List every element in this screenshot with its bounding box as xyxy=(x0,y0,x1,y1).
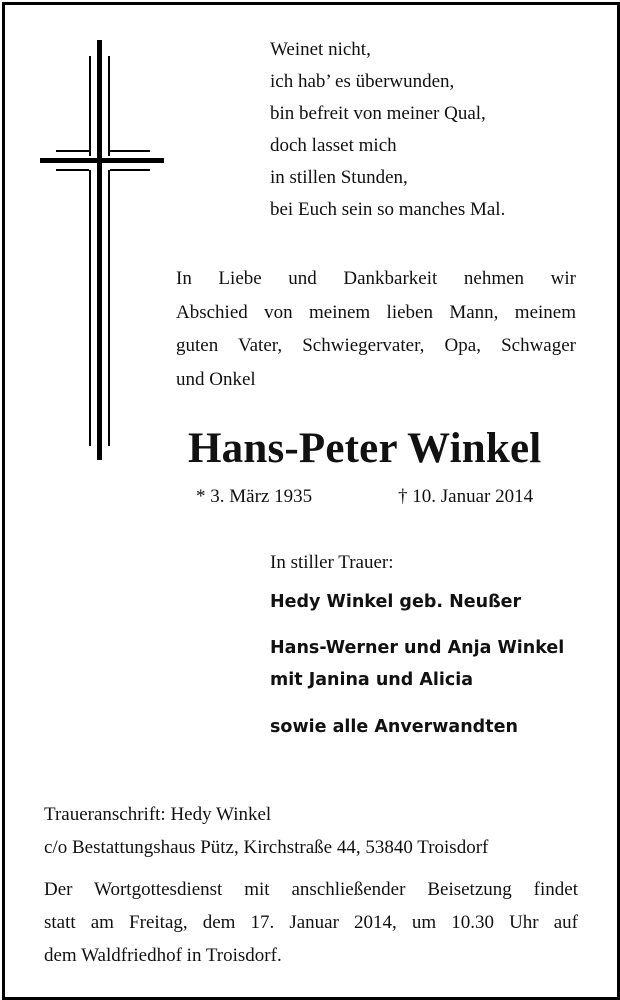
mourner-spouse: Hedy Winkel geb. Neußer xyxy=(270,592,522,612)
intro-line: und Onkel xyxy=(176,368,256,390)
intro-line: Abschied von meinem lieben Mann, meinem xyxy=(176,301,576,323)
service-announcement xyxy=(44,873,578,972)
death-date: † 10. Januar 2014 xyxy=(398,486,534,507)
service-line: statt am Freitag, dem 17. Januar 2014, um 10.30 Uhr auf xyxy=(44,912,578,933)
mourning-heading: In stiller Trauer: xyxy=(270,552,394,573)
deceased-name: Hans-Peter Winkel xyxy=(188,425,542,472)
poem-line: in stillen Stunden, xyxy=(270,167,408,188)
mourner-grandchildren: mit Janina und Alicia xyxy=(270,670,474,690)
intro-line: In Liebe und Dankbarkeit nehmen wir xyxy=(176,268,576,289)
cross-icon xyxy=(40,40,164,460)
birth-date: * 3. März 1935 xyxy=(196,486,313,507)
mourner-family: Hans-Werner und Anja Winkel xyxy=(270,638,565,658)
poem-line: Weinet nicht, xyxy=(270,39,371,60)
service-line: dem Waldfriedhof in Troisdorf. xyxy=(44,945,282,966)
mourner-relatives: sowie alle Anverwandten xyxy=(270,717,518,737)
address-line: c/o Bestattungshaus Pütz, Kirchstraße 44, 53840 Troisdorf xyxy=(44,837,489,858)
poem-line: ich hab’ es überwunden, xyxy=(270,71,455,92)
poem-line: bei Euch sein so manches Mal. xyxy=(270,199,506,220)
poem-line: bin befreit von meiner Qual, xyxy=(270,103,486,124)
address-line: Traueranschrift: Hedy Winkel xyxy=(44,804,272,825)
mourning-address xyxy=(44,798,488,864)
intro-paragraph xyxy=(176,262,576,396)
poem xyxy=(270,34,505,226)
service-line: Der Wortgottesdienst mit anschließender Beisetzung findet xyxy=(44,879,578,900)
intro-line: guten Vater, Schwiegervater, Opa, Schwager xyxy=(176,335,576,356)
poem-line: doch lasset mich xyxy=(270,135,397,156)
